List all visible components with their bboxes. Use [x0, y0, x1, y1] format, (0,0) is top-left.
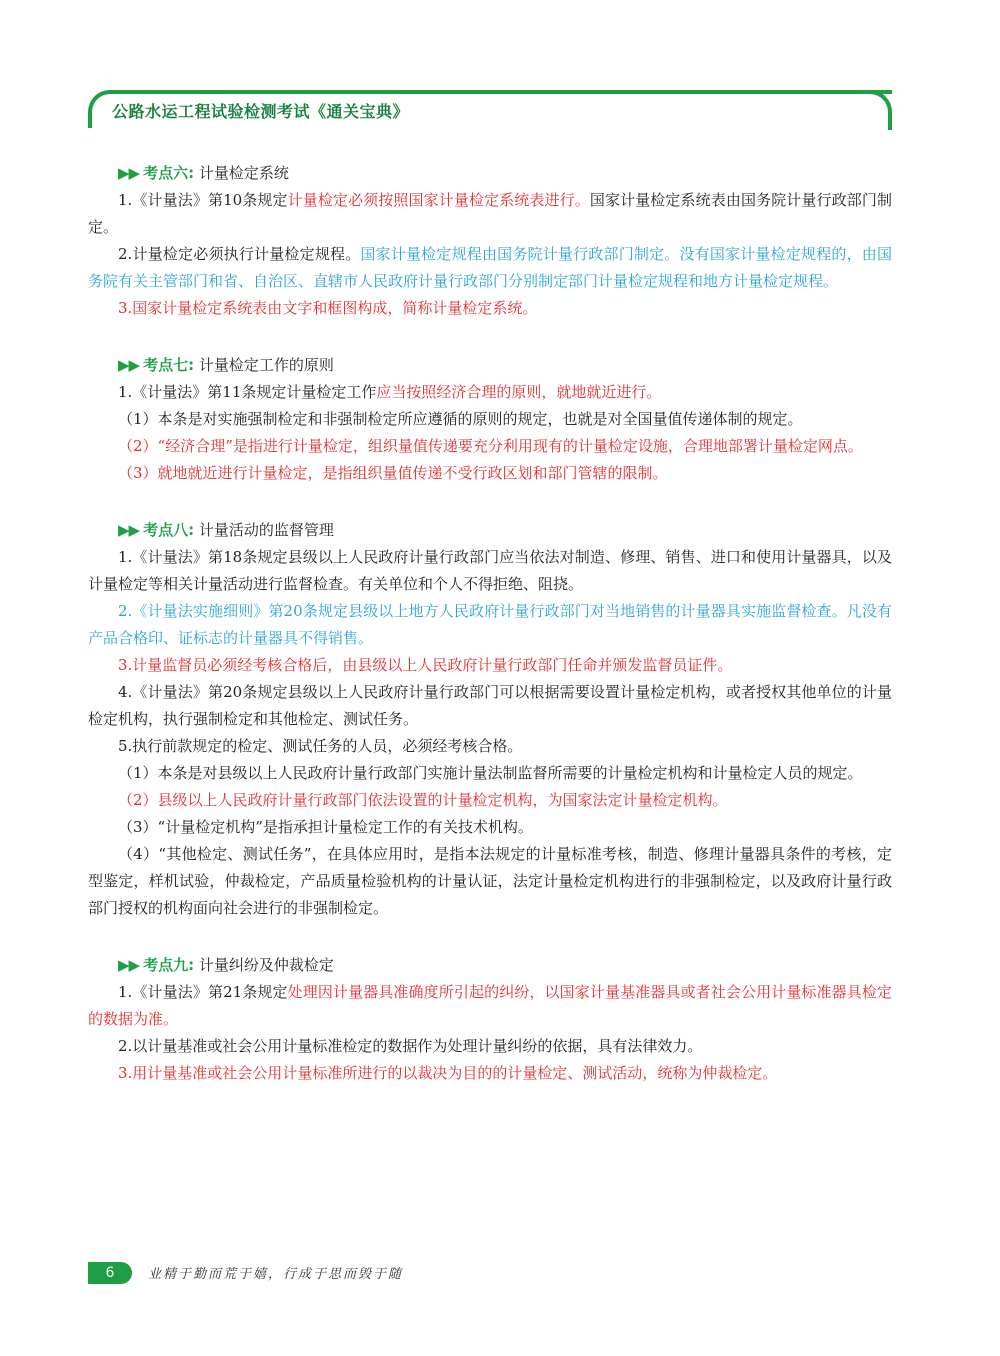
- paragraph: [88, 379, 892, 406]
- header-corner: [852, 90, 892, 130]
- section-title: [88, 160, 892, 187]
- paragraph: 2.《计量法实施细则》第20条规定县级以上地方人民政府计量行政部门对当地销售的计量器具实施监督检查。凡没有产品合格印、证标志的计量器具不得销售。: [88, 602, 892, 647]
- footer-motto: 业精于勤而荒于嬉，行成于思而毁于随: [148, 1267, 404, 1282]
- kd-sep: :: [188, 356, 195, 374]
- paragraph: （3）就地就近进行计量检定，是指组织量值传递不受行政区划和部门管辖的限制。: [118, 464, 668, 482]
- section-title: [88, 952, 892, 979]
- triangle-marker-icon: ▶▶: [118, 956, 140, 974]
- kd-label: 考点九: [143, 956, 189, 974]
- paragraph: （2）“经济合理”是指进行计量检定，组织量值传递要充分利用现有的计量检定设施，合理地部署计量检定网点。: [118, 437, 863, 455]
- kd-sep: :: [188, 956, 195, 974]
- paragraph: 4.《计量法》第20条规定县级以上人民政府计量行政部门可以根据需要设置计量检定机构，或者授权其他单位的计量检定机构，执行强制检定和其他检定、测试任务。: [88, 683, 892, 728]
- section-heading: 计量检定工作的原则: [198, 356, 334, 374]
- section-kd6: [88, 160, 892, 322]
- page-number: 6: [88, 1262, 132, 1284]
- paragraph: （2）县级以上人民政府计量行政部门依法设置的计量检定机构，为国家法定计量检定机构。: [118, 791, 728, 809]
- text-black: 1.《计量法》第21条规定: [118, 983, 288, 1001]
- paragraph: 3.用计量基准或社会公用计量标准所进行的以裁决为目的的计量检定、测试活动，统称为仲裁检定。: [118, 1064, 778, 1082]
- kd-sep: :: [188, 521, 195, 539]
- header-title: 公路水运工程试验检测考试《通关宝典》: [112, 102, 410, 121]
- text-red: 处理因计量器具准确度所引起的纠纷，以国家计量基准器具或者社会公用计量标准器具检定的数据为准。: [88, 983, 892, 1028]
- text-black: 1.《计量法》第10条规定: [118, 191, 288, 209]
- kd-label: 考点六: [143, 164, 189, 182]
- triangle-marker-icon: ▶▶: [118, 521, 140, 539]
- paragraph: （4）“其他检定、测试任务”，在具体应用时，是指本法规定的计量标准考核，制造、修理计量器具条件的考核，定型鉴定，样机试验，仲裁检定，产品质量检验机构的计量认证，法定计量检定机构进行的非强制检定，以及政府计量行政部门授权的机构面向社会进行的非强制检定。: [88, 845, 892, 917]
- paragraph: 2.以计量基准或社会公用计量标准检定的数据作为处理计量纠纷的依据，具有法律效力。: [118, 1037, 703, 1055]
- paragraph: （1）本条是对县级以上人民政府计量行政部门实施计量法制监督所需要的计量检定机构和计量检定人员的规定。: [118, 764, 863, 782]
- section-heading: 计量检定系统: [198, 164, 289, 182]
- paragraph: [88, 187, 892, 241]
- section-title: [88, 517, 892, 544]
- triangle-marker-icon: ▶▶: [118, 356, 140, 374]
- paragraph: [88, 241, 892, 295]
- paragraph: 1.《计量法》第18条规定县级以上人民政府计量行政部门应当依法对制造、修理、销售、进口和使用计量器具，以及计量检定等相关计量活动进行监督检查。有关单位和个人不得拒绝、阻挠。: [88, 548, 892, 593]
- section-heading: 计量活动的监督管理: [198, 521, 334, 539]
- text-blue: 国家计量检定规程由国务院计量行政部门制定。没有国家计量检定规程的，由国务院有关主管部门和省、自治区、直辖市人民政府计量行政部门分别制定部门计量检定规程和地方计量检定规程。: [88, 245, 892, 290]
- text-black: 1.《计量法》第11条规定计量检定工作: [118, 383, 377, 401]
- kd-label: 考点七: [143, 356, 189, 374]
- triangle-marker-icon: ▶▶: [118, 164, 140, 182]
- page-content: [88, 160, 892, 1087]
- section-kd7: [88, 352, 892, 487]
- section-kd8: [88, 517, 892, 922]
- paragraph: 5.执行前款规定的检定、测试任务的人员，必须经考核合格。: [118, 737, 523, 755]
- kd-label: 考点八: [143, 521, 189, 539]
- section-kd9: [88, 952, 892, 1087]
- paragraph: [88, 979, 892, 1033]
- paragraph: （3）“计量检定机构”是指承担计量检定工作的有关技术机构。: [118, 818, 533, 836]
- text-red: 应当按照经济合理的原则，就地就近进行。: [376, 383, 662, 401]
- text-black: 国家计量检定系统表由国务院计量行政部门制定。: [88, 191, 892, 236]
- section-title: [88, 352, 892, 379]
- paragraph: 3.国家计量检定系统表由文字和框图构成，简称计量检定系统。: [118, 299, 538, 317]
- section-heading: 计量纠纷及仲裁检定: [198, 956, 334, 974]
- kd-sep: :: [188, 164, 195, 182]
- text-red: 计量检定必须按照国家计量检定系统表进行。: [287, 191, 590, 209]
- paragraph: （1）本条是对实施强制检定和非强制检定所应遵循的原则的规定，也就是对全国量值传递体制的规定。: [118, 410, 803, 428]
- text-black: 2.计量检定必须执行计量检定规程。: [118, 245, 361, 263]
- paragraph: 3.计量监督员必须经考核合格后，由县级以上人民政府计量行政部门任命并颁发监督员证件。: [118, 656, 733, 674]
